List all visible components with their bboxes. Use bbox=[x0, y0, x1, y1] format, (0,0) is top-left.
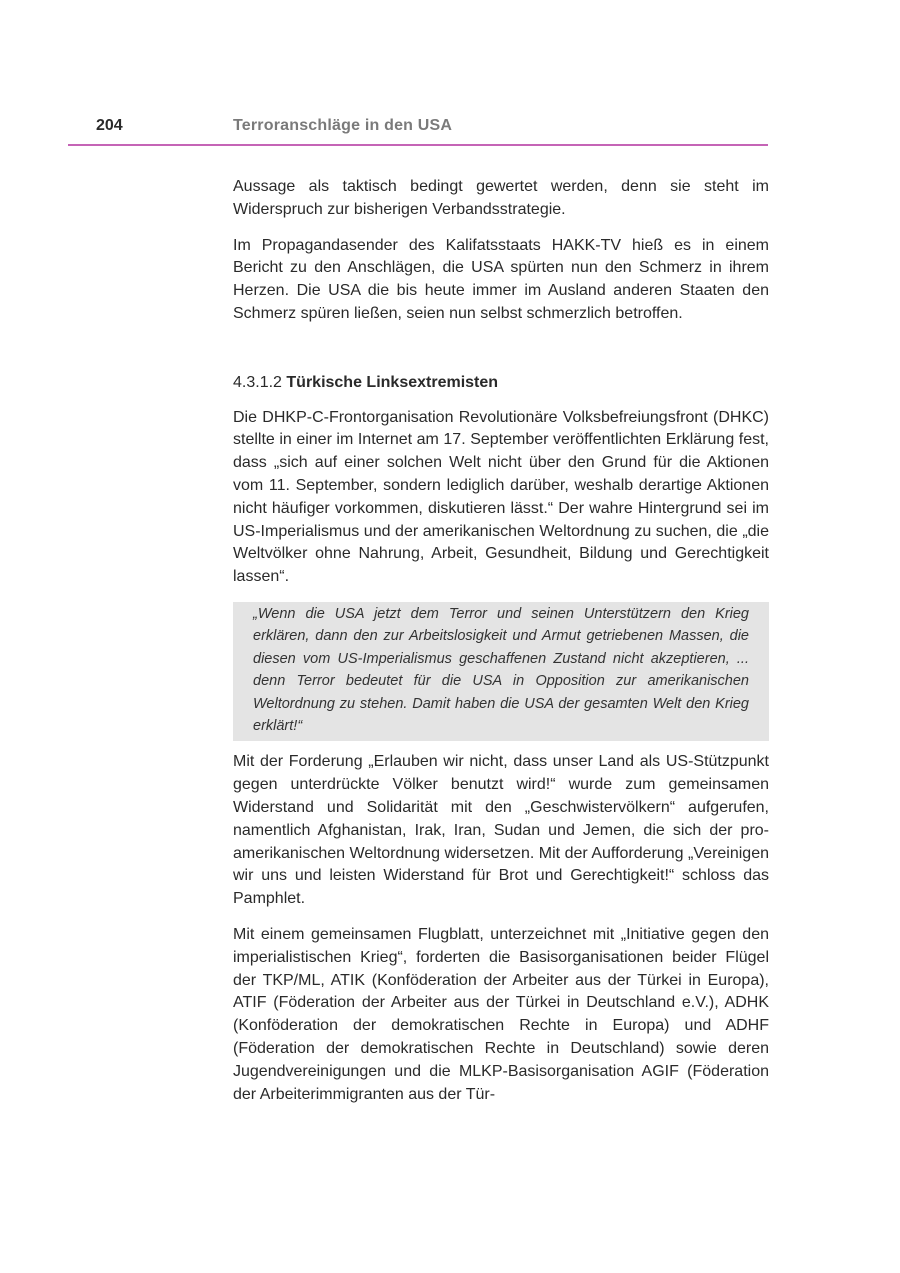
paragraph-hakk-tv: Im Propagandasender des Kalifatsstaats HAKK-TV hieß es in einem Bericht zu den Anschlägen, die USA spürten nun den Schmerz in ihrem Herzen. Die USA die bis heute immer im Ausland anderen Staaten den Schmerz spüren ließen, seien nun selbst schmerzlich betroffen. bbox=[233, 236, 769, 322]
section-heading bbox=[233, 372, 769, 395]
section-title: Türkische Linksextremisten bbox=[286, 373, 499, 391]
block-quote bbox=[233, 602, 769, 741]
paragraph-demand: Mit der Forderung „Erlauben wir nicht, dass unser Land als US-Stützpunkt gegen unterdrückte Völker benutzt wird!“ wurde zum gemeinsamen Widerstand und Solidarität mit den „Geschwistervölkern“ aufgerufen, namentlich Afghanistan, Irak, Iran, Sudan und Jemen, die sich der pro-amerikanischen Weltordnung widersetzen. Mit der Aufforderung „Vereinigen wir uns und leisten Widerstand für Brot und Gerechtigkeit!“ schloss das Pamphlet. bbox=[233, 753, 769, 908]
section-number: 4.3.1.2 bbox=[233, 373, 282, 391]
paragraph-dhkc: Die DHKP-C-Frontorganisation Revolutionäre Volksbefreiungsfront (DHKC) stellte in einer im Internet am 17. September veröffentlichten Erklärung fest, dass „sich auf einer solchen Welt nicht über den Grund für die Aktionen vom 11. September, sondern lediglich darüber, weshalb derartige Aktionen nicht häufiger vorkommen, diskutieren lässt.“ Der wahre Hintergrund sei im US-Imperialismus und der amerikanischen Weltordnung zu suchen, die „die Weltvölker ohne Nahrung, Arbeit, Gesundheit, Bildung und Gerechtigkeit lassen“. bbox=[233, 408, 769, 586]
running-title: Terroranschläge in den USA bbox=[233, 117, 453, 134]
paragraph-continuation: Aussage als taktisch bedingt gewertet werden, denn sie steht im Widerspruch zur bisherigen Verbandsstrategie. bbox=[233, 178, 769, 218]
page-body bbox=[233, 176, 769, 1106]
page-number: 204 bbox=[96, 117, 123, 134]
paragraph-flyer: Mit einem gemeinsamen Flugblatt, unterzeichnet mit „Initiative gegen den imperialistischen Krieg“, forderten die Basisorganisationen beider Flügel der TKP/ML, ATIK (Konföderation der Arbeiter aus der Türkei in Europa), ATIF (Föderation der Arbeiter aus der Türkei in Deutschland e.V.), ADHK (Konföderation der demokratischen Rechte in Europa) und ADHF (Föderation der demokratischen Rechte in Deutschland) sowie deren Jugendvereinigungen und die MLKP-Basisorganisation AGIF (Föderation der Arbeiterimmigranten aus der Tür- bbox=[233, 925, 769, 1103]
block-quote-text: „Wenn die USA jetzt dem Terror und seinen Unterstützern den Krieg erklären, dann den zur Arbeitslosigkeit und Armut getriebenen Massen, die diesen vom US-Imperialismus geschaffenen Zustand nicht akzeptieren, ... denn Terror bedeutet für die USA in Opposition zur amerikanischen Weltordnung zu stehen. Damit haben die USA der gesamten Welt den Krieg erklärt!“ bbox=[253, 605, 749, 734]
running-head bbox=[68, 114, 768, 146]
